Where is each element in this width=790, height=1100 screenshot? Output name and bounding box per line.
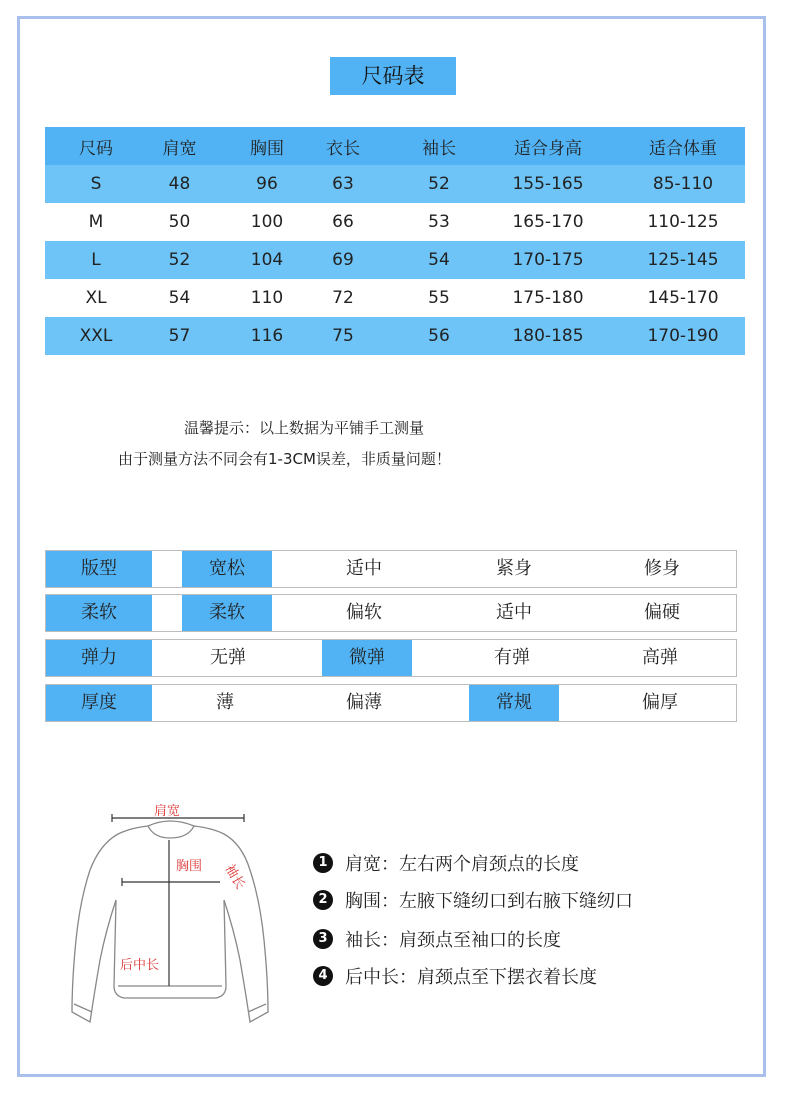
legend-item xyxy=(313,887,633,913)
table-row xyxy=(45,165,745,203)
table-cell: 75 xyxy=(332,326,354,346)
table-cell: 63 xyxy=(332,174,354,194)
header-cell: 适合身高 xyxy=(514,138,582,159)
legend-item xyxy=(313,850,579,876)
number-1-icon: 1 xyxy=(313,853,333,873)
attr-option: 偏薄 xyxy=(346,692,382,713)
attr-option-selected: 宽松 xyxy=(182,551,272,587)
attr-option-selected: 微弹 xyxy=(322,640,412,676)
note-line-1: 温馨提示：以上数据为平铺手工测量 xyxy=(184,419,425,437)
header-cell: 尺码 xyxy=(79,138,113,159)
table-cell: 55 xyxy=(428,288,450,308)
table-cell: 110-125 xyxy=(647,212,719,232)
table-cell: L xyxy=(91,250,101,270)
attr-label: 厚度 xyxy=(46,685,152,721)
table-cell: 52 xyxy=(168,250,191,270)
table-cell: 165-170 xyxy=(512,212,584,232)
attr-row-elasticity xyxy=(45,639,737,677)
attr-option: 适中 xyxy=(496,602,532,623)
sweater-diagram xyxy=(60,790,280,1040)
table-cell: 155-165 xyxy=(512,174,584,194)
table-cell: 175-180 xyxy=(512,288,584,308)
table-cell: 145-170 xyxy=(647,288,719,308)
table-cell: M xyxy=(88,212,104,232)
table-cell: 69 xyxy=(332,250,354,270)
attr-option: 无弹 xyxy=(210,647,246,668)
attr-option: 偏硬 xyxy=(644,602,680,623)
table-cell: 116 xyxy=(250,326,284,346)
legend-text: 胸围：左腋下缝纫口到右腋下缝纫口 xyxy=(345,891,633,912)
table-row xyxy=(45,279,745,317)
size-table-header xyxy=(45,127,745,165)
legend-text: 袖长：肩颈点至袖口的长度 xyxy=(345,930,561,951)
table-cell: 96 xyxy=(256,174,278,194)
attr-option-selected: 柔软 xyxy=(182,595,272,631)
table-cell: 170-175 xyxy=(512,250,584,270)
table-cell: 125-145 xyxy=(647,250,719,270)
table-cell: 110 xyxy=(250,288,284,308)
legend-item xyxy=(313,926,561,952)
attr-option: 薄 xyxy=(216,692,234,713)
table-cell: XL xyxy=(85,288,107,308)
attr-option: 适中 xyxy=(346,558,382,579)
table-cell: 104 xyxy=(250,250,284,270)
table-cell: 57 xyxy=(168,326,191,346)
header-cell: 袖长 xyxy=(422,138,456,159)
diagram-label-back-length: 后中长 xyxy=(120,958,160,973)
table-cell: 50 xyxy=(168,212,191,232)
table-row xyxy=(45,203,745,241)
attr-option: 偏软 xyxy=(346,602,382,623)
attr-label: 柔软 xyxy=(46,595,152,631)
table-cell: 54 xyxy=(168,288,191,308)
diagram-label-chest: 胸围 xyxy=(176,859,203,874)
header-cell: 衣长 xyxy=(326,138,360,159)
attr-option: 紧身 xyxy=(496,558,532,579)
attr-option: 偏厚 xyxy=(642,692,678,713)
attr-option: 有弹 xyxy=(494,647,530,668)
sweater-outline-icon xyxy=(72,821,268,1022)
table-cell: 56 xyxy=(428,326,450,346)
attr-row-thickness xyxy=(45,684,737,722)
table-cell: 170-190 xyxy=(647,326,719,346)
attr-label: 版型 xyxy=(46,551,152,587)
table-cell: 52 xyxy=(428,174,450,194)
legend-text: 后中长：肩颈点至下摆衣着长度 xyxy=(345,967,597,988)
legend-text: 肩宽：左右两个肩颈点的长度 xyxy=(345,854,579,875)
diagram-label-sleeve: 袖长 xyxy=(221,862,248,893)
legend-item xyxy=(313,963,597,989)
number-3-icon: 3 xyxy=(313,929,333,949)
header-cell: 胸围 xyxy=(250,138,284,159)
attr-option: 高弹 xyxy=(642,647,678,668)
table-row xyxy=(45,241,745,279)
table-cell: 72 xyxy=(332,288,354,308)
number-4-icon: 4 xyxy=(313,966,333,986)
table-cell: 100 xyxy=(250,212,284,232)
note-line-2: 由于测量方法不同会有1-3CM误差，非质量问题！ xyxy=(118,450,451,468)
size-table xyxy=(45,127,745,355)
attr-option: 修身 xyxy=(644,558,680,579)
number-2-icon: 2 xyxy=(313,890,333,910)
table-row xyxy=(45,317,745,355)
table-cell: 54 xyxy=(428,250,450,270)
attr-label: 弹力 xyxy=(46,640,152,676)
table-cell: S xyxy=(90,174,102,194)
table-cell: 180-185 xyxy=(512,326,584,346)
table-cell: XXL xyxy=(79,326,113,346)
page-title: 尺码表 xyxy=(330,57,456,95)
table-cell: 48 xyxy=(168,174,191,194)
table-cell: 85-110 xyxy=(652,174,714,194)
attr-option-selected: 常规 xyxy=(469,685,559,721)
attr-row-fit xyxy=(45,550,737,588)
attr-row-softness xyxy=(45,594,737,632)
header-cell: 肩宽 xyxy=(162,138,197,159)
table-cell: 66 xyxy=(332,212,354,232)
diagram-label-shoulder: 肩宽 xyxy=(154,804,181,819)
header-cell: 适合体重 xyxy=(649,138,717,159)
table-cell: 53 xyxy=(428,212,450,232)
